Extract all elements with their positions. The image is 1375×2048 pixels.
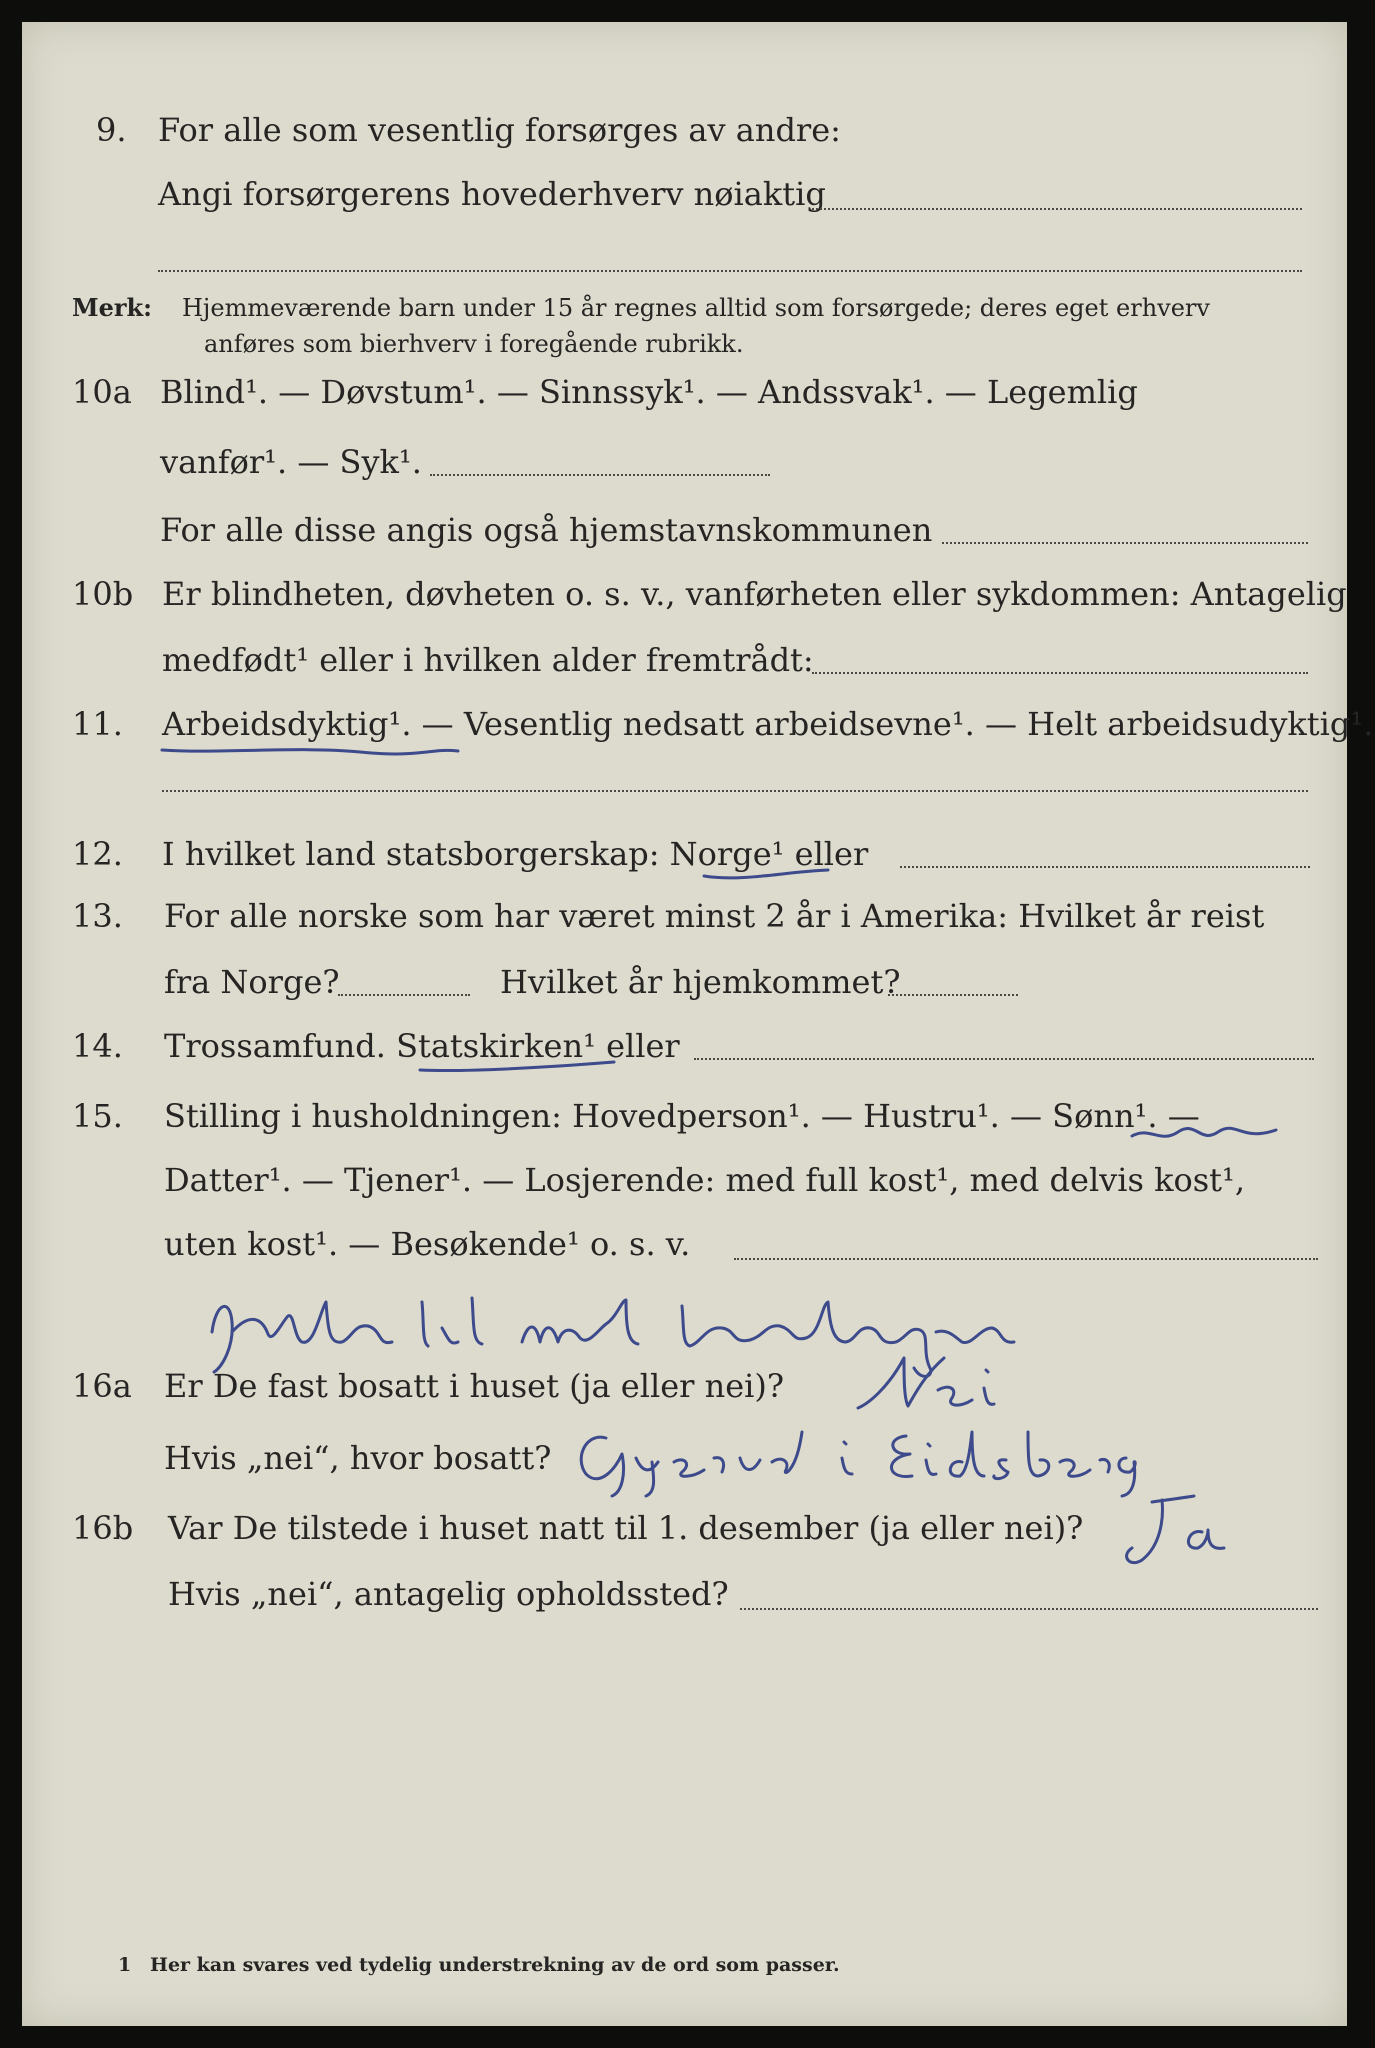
- q16b-number: 16b: [72, 1509, 134, 1547]
- q9-text-line1: For alle som vesentlig forsørges av andre:: [158, 111, 841, 149]
- q15-number: 15.: [72, 1097, 123, 1135]
- q16b-handwritten-answer-1: [1102, 1490, 1242, 1570]
- q10a-text-line2: vanfør¹. — Syk¹.: [160, 443, 422, 481]
- q16a-number: 16a: [72, 1367, 132, 1405]
- q13-text-line2a: fra Norge?: [164, 963, 340, 1001]
- q13-hjemkommet-line: [888, 994, 1018, 996]
- q15-text-line3: uten kost¹. — Besøkende¹ o. s. v.: [164, 1225, 691, 1263]
- q14-number: 14.: [72, 1027, 123, 1065]
- q15-text-line1: Stilling i husholdningen: Hovedperson¹. — Hustru¹. — Sønn¹. —: [164, 1097, 1200, 1135]
- q13-text-line1: For alle norske som har været minst 2 år i Amerika: Hvilket år reist: [164, 897, 1265, 935]
- q16a-handwritten-answer-2: [566, 1418, 1306, 1498]
- q16b-text-line1: Var De tilstede i huset natt til 1. desember (ja eller nei)?: [168, 1509, 1084, 1547]
- q13-number: 13.: [72, 897, 123, 935]
- merk-label: Merk:: [72, 293, 152, 322]
- q9-answer-line: [812, 208, 1302, 210]
- q9-number: 9.: [96, 111, 127, 149]
- q15-answer-line: [734, 1258, 1318, 1260]
- q16a-handwritten-answer-1: [848, 1348, 1048, 1418]
- q10b-answer-line: [812, 672, 1308, 674]
- q9-text-line2: Angi forsørgerens hovederhverv nøiaktig: [158, 175, 826, 213]
- q10b-text-line1: Er blindheten, døvheten o. s. v., vanførheten eller sykdommen: Antagelig: [162, 575, 1347, 613]
- q10a-answer-line: [430, 474, 770, 476]
- q12-text-line1: I hvilket land statsborgerskap: Norge¹ eller: [162, 835, 869, 873]
- census-form-page: [22, 22, 1374, 2026]
- merk-text-line1: Hjemmeværende barn under 15 år regnes alltid som forsørgede; deres eget erhverv: [182, 294, 1210, 322]
- q15-text-line2: Datter¹. — Tjener¹. — Losjerende: med full kost¹, med delvis kost¹,: [164, 1161, 1246, 1199]
- q16b-text-line2: Hvis „nei“, antagelig opholdssted?: [168, 1575, 729, 1613]
- q13-text-line2b: Hvilket år hjemkommet?: [500, 963, 901, 1001]
- q14-text-line1: Trossamfund. Statskirken¹ eller: [164, 1027, 680, 1065]
- q16a-text-line1: Er De fast bosatt i huset (ja eller nei)?: [164, 1367, 785, 1405]
- q14-underline-mark: [418, 1058, 618, 1080]
- q10b-number: 10b: [72, 575, 134, 613]
- footnote-marker: 1: [118, 1954, 132, 1976]
- merk-text-line2: anføres som bierhverv i foregående rubrikk.: [204, 330, 744, 358]
- q12-answer-line: [900, 866, 1310, 868]
- q10a-text-line3: For alle disse angis også hjemstavnskommunen: [160, 511, 933, 549]
- q11-answer-line: [162, 790, 1308, 792]
- q16a-text-line2: Hvis „nei“, hvor bosatt?: [164, 1439, 552, 1477]
- q16b-answer-line: [740, 1608, 1318, 1610]
- q13-reist-line: [338, 994, 470, 996]
- q12-underline-mark: [702, 866, 832, 888]
- q10b-text-line2: medfødt¹ eller i hvilken alder fremtrådt:: [162, 641, 814, 679]
- q15-strikeout-mark: [1130, 1122, 1280, 1152]
- q10a-hjemstavn-line: [942, 542, 1308, 544]
- q10a-text-line1: Blind¹. — Døvstum¹. — Sinnssyk¹. — Andssvak¹. — Legemlig: [160, 373, 1138, 411]
- q9-answer-line-2: [158, 270, 1302, 272]
- q11-number: 11.: [72, 705, 123, 743]
- footnote-text: Her kan svares ved tydelig understrekning av de ord som passer.: [150, 1954, 840, 1976]
- q11-text-line1: Arbeidsdyktig¹. — Vesentlig nedsatt arbeidsevne¹. — Helt arbeidsudyktig¹.: [162, 705, 1374, 743]
- q11-underline-mark: [160, 740, 460, 760]
- q14-answer-line: [694, 1058, 1314, 1060]
- q10a-number: 10a: [72, 373, 132, 411]
- q12-number: 12.: [72, 835, 123, 873]
